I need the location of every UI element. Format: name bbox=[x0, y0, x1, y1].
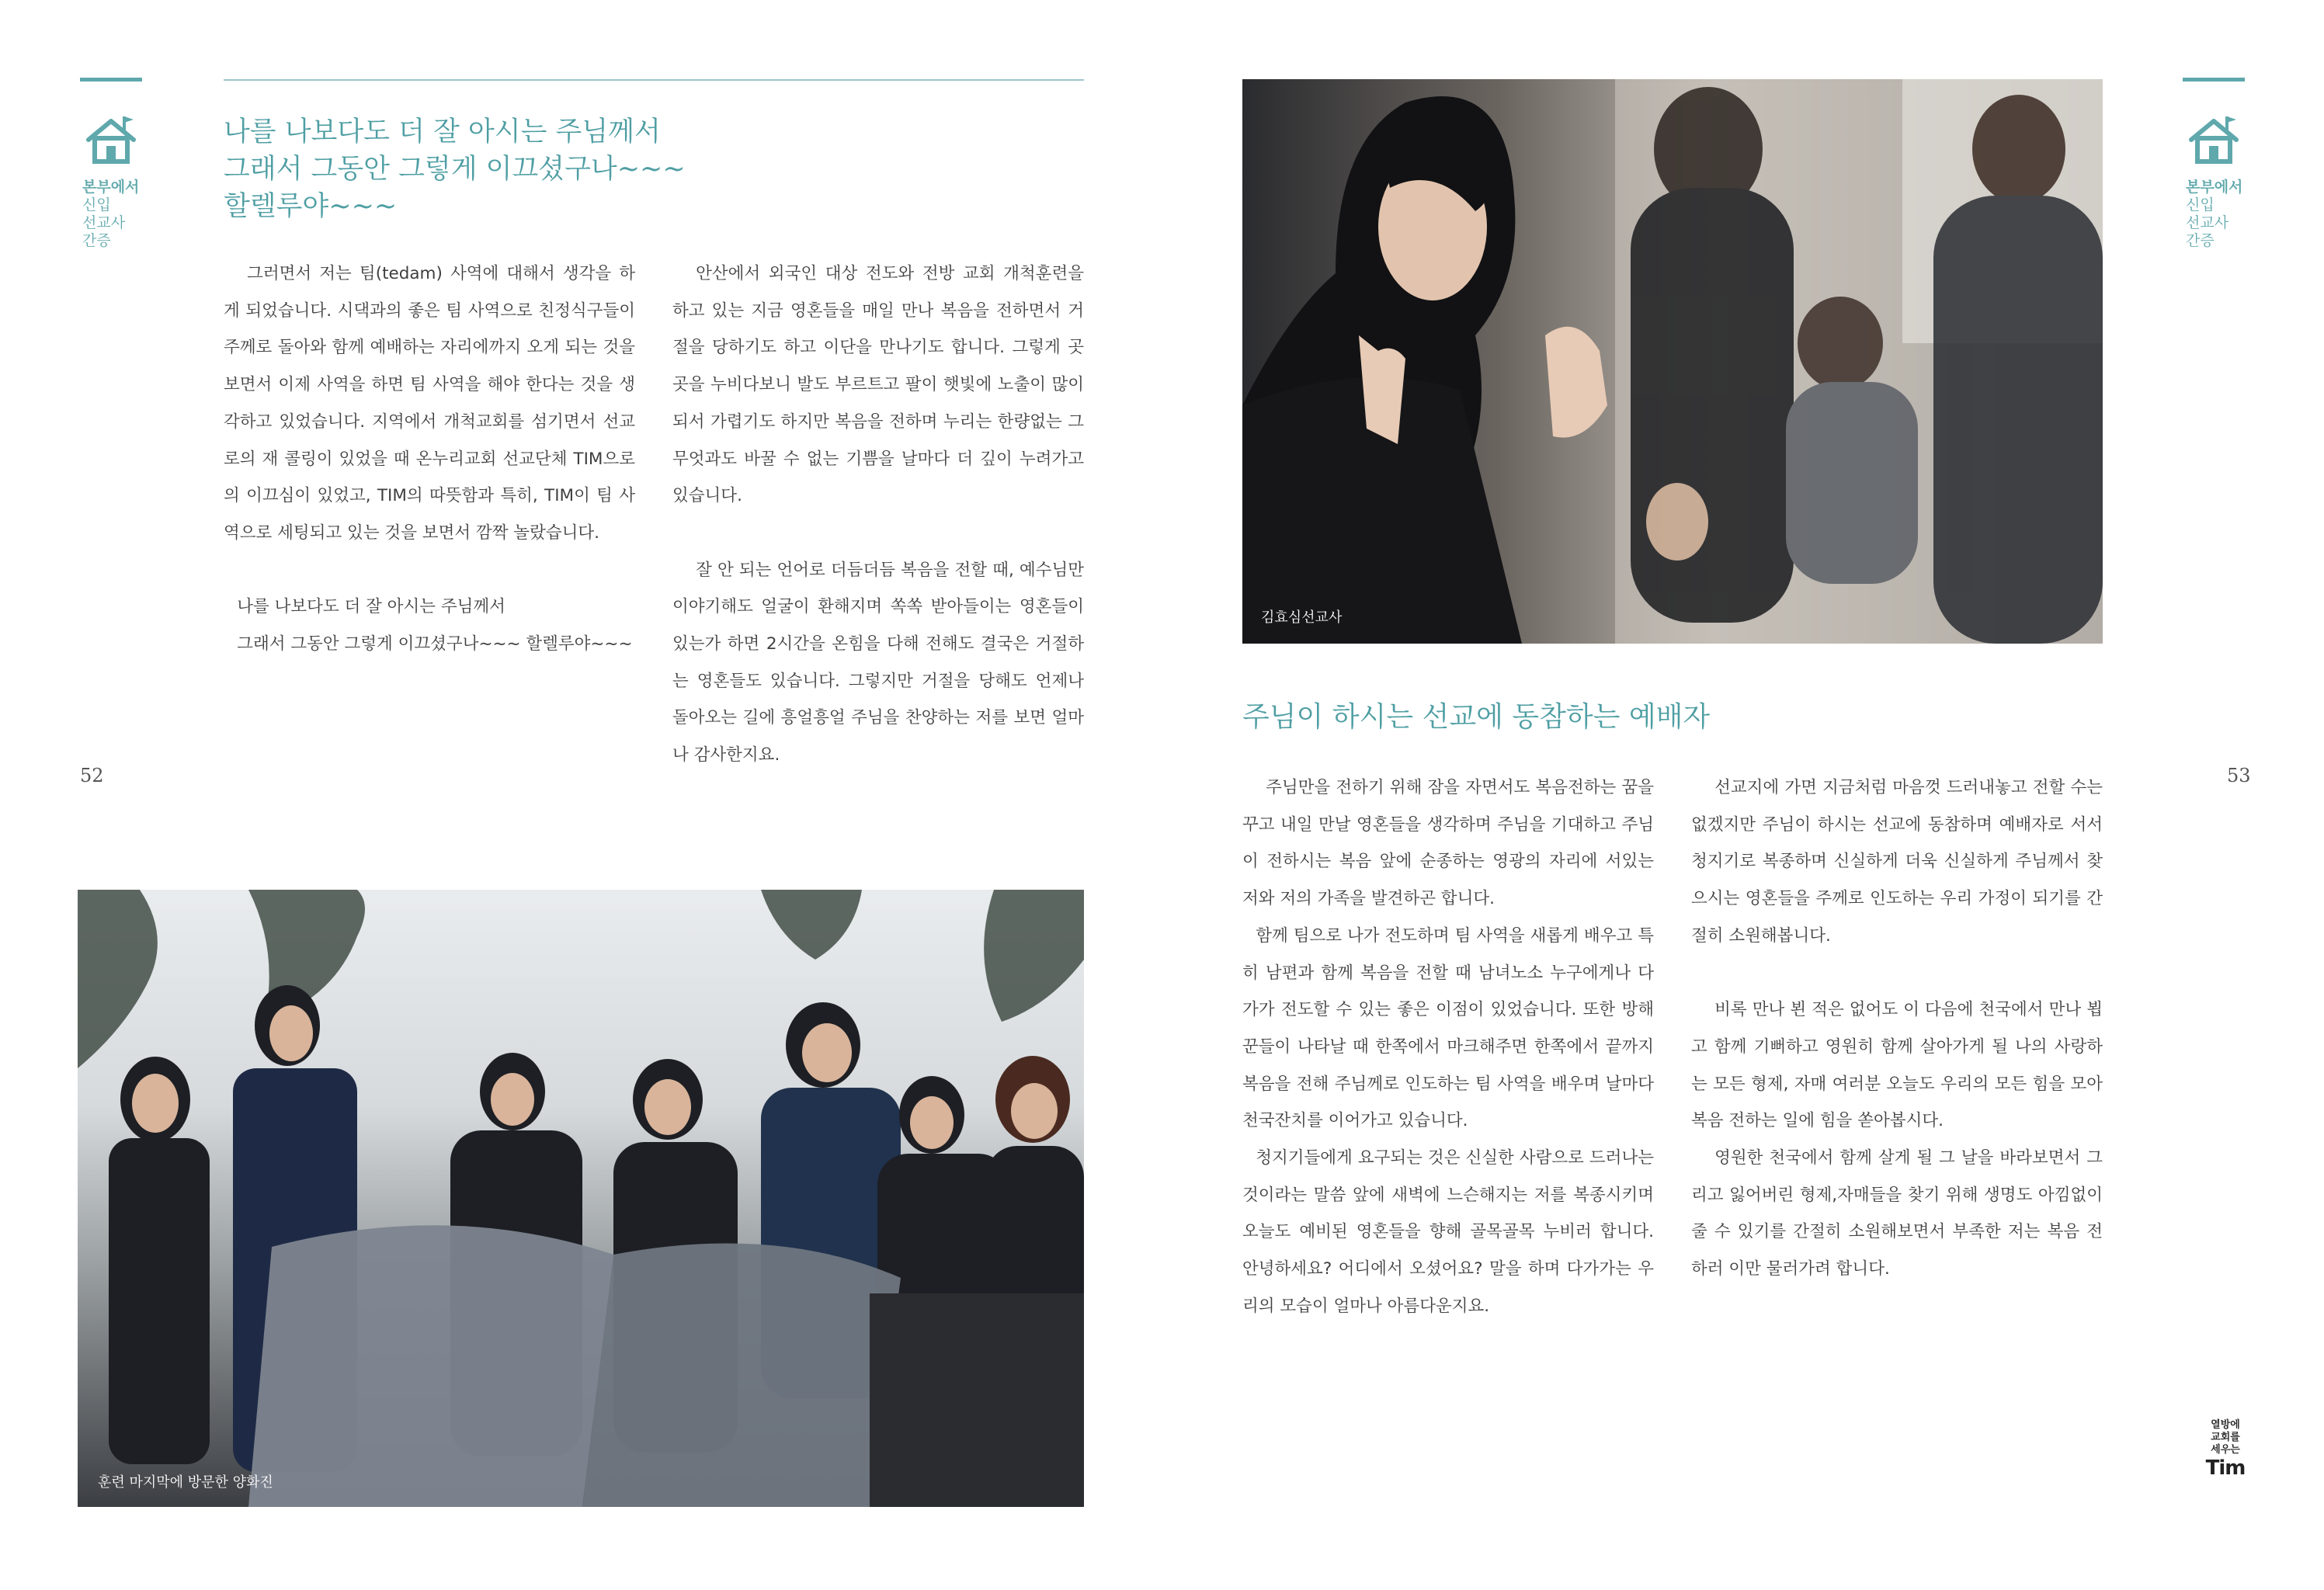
training-group-photo bbox=[78, 890, 1084, 1507]
right-column-2: 선교지에 가면 지금처럼 마음껏 드러내놓고 전할 수는 없겠지만 주님이 하시는 선교에 동참하며 예배자로 서서 청지기로 복종하며 신실하게 더욱 신실하게 주님께서 찾으시는 영혼들을 주께로 인도하는 우리 가정이 되기를 간절히 소원해봅니다. 비록 만나 뵌 적은 없어도 이 다음에 천국에서 만나 뵙고 함께 기뻐하고 영원히 함께 살아가게 될 나의 사랑하는 모든 형제, 자매 여러분 오늘도 우리의 모든 힘을 모아 복음 전하는 일에 힘을 쏟아봅시다. 영원한 천국에서 함께 살게 될 그 날을 바라보면서 그리고 잃어버린 형제,자매들을 찾기 위해 생명도 아낌없이 줄 수 있기를 간절히 소원해보면서 부족한 저는 복음 전하러 이만 물러가려 합니다. bbox=[1691, 778, 2103, 1279]
home-flag-icon-right bbox=[2187, 113, 2241, 165]
left-column-2: 안산에서 외국인 대상 전도와 전방 교회 개척훈련을 하고 있는 지금 영혼들을 매일 만나 복음을 전하면서 거절을 당하기도 하고 이단을 만나기도 합니다. 그렇게 곳곳을 누비다보니 발도 부르트고 팔이 햇빛에 노출이 많이 되서 가렵기도 하지만 복음을 전하며 누리는 한량없는 그 무엇과도 바꿀 수 없는 기쁨을 날마다 더 깊이 누려가고 있습니다. 잘 안 되는 언어로 더듬더듬 복음을 전할 때, 예수님만 이야기해도 얼굴이 환해지며 쏙쏙 받아들이는 영혼들이 있는가 하면 2시간을 온힘을 다해 전해도 결국은 거절하는 영혼들도 있습니다. 그렇지만 거절을 당해도 언제나 돌아오는 길에 흥얼흥얼 주님을 찬양하는 저를 보면 얼마나 감사한지요. bbox=[672, 264, 1084, 765]
praying-missionary-photo bbox=[1242, 79, 2103, 644]
page-number-right: 53 bbox=[2227, 765, 2251, 786]
left-column-1: 그러면서 저는 팀(tedam) 사역에 대해서 생각을 하게 되었습니다. 시댁과의 좋은 팀 사역으로 친정식구들이 주께로 돌아와 함께 예배하는 자리에까지 오게 되는 것을 보면서 이제 사역을 하면 팀 사역을 해야 한다는 것을 생각하고 있었습니다. 지역에서 개척교회를 섬기면서 선교로의 재 콜링이 있었을 때 온누리교회 선교단체 TIM으로의 이끄심이 있었고, TIM의 따뜻함과 특히, TIM이 팀 사역으로 세팅되고 있는 것을 보면서 깜짝 놀랐습니다. 나를 나보다도 더 잘 아시는 주님께서 그래서 그동안 그렇게 이끄셨구나~~~ 할렐루야~~~ bbox=[224, 264, 635, 654]
header-rule-left bbox=[224, 79, 1084, 81]
right-photo-caption: 김효심선교사 bbox=[1261, 609, 1343, 626]
left-page-heading: 나를 나보다도 더 잘 아시는 주님께서 그래서 그동안 그렇게 이끄셨구나~~~ 할렐루야~~~ bbox=[224, 116, 686, 222]
section-label-right: 본부에서 신입 선교사 간증 bbox=[2186, 179, 2243, 249]
home-flag-icon bbox=[84, 113, 138, 165]
tim-logo-mark: Tim bbox=[2205, 1456, 2246, 1480]
section-label-left: 본부에서 신입 선교사 간증 bbox=[82, 179, 140, 249]
right-column-1: 주님만을 전하기 위해 잠을 자면서도 복음전하는 꿈을 꾸고 내일 만날 영혼들을 생각하며 주님을 기대하고 주님이 전하시는 복음 앞에 순종하는 영광의 자리에 서있는 저와 저의 가족을 발견하곤 합니다. 함께 팀으로 나가 전도하며 팀 사역을 새롭게 배우고 특히 남편과 함께 복음을 전할 때 남녀노소 누구에게나 다가가 전도할 수 있는 좋은 이점이 있었습니다. 또한 방해꾼들이 나타날 때 한쪽에서 마크해주면 한쪽에서 끝까지 복음을 전해 주님께로 인도하는 팀 사역을 배우며 날마다 천국잔치를 이어가고 있습니다. 청지기들에게 요구되는 것은 신실한 사람으로 드러나는 것이라는 말씀 앞에 새벽에 느슨해지는 저를 복종시키며 오늘도 예비된 영혼들을 향해 골목골목 누비러 합니다. 안녕하세요? 어디에서 오셨어요? 말을 하며 다가가는 우리의 모습이 얼마나 아름다운지요. bbox=[1242, 778, 1654, 1316]
section-rule-right bbox=[2183, 78, 2245, 82]
page-number-left: 52 bbox=[80, 765, 104, 786]
tim-logo: 열방에 교회를 세우는 Tim bbox=[2202, 1419, 2249, 1480]
right-page-heading: 주님이 하시는 선교에 동참하는 예배자 bbox=[1242, 701, 1711, 733]
left-photo-caption: 훈련 마지막에 방문한 양화진 bbox=[98, 1474, 273, 1491]
section-rule-left bbox=[80, 78, 142, 82]
